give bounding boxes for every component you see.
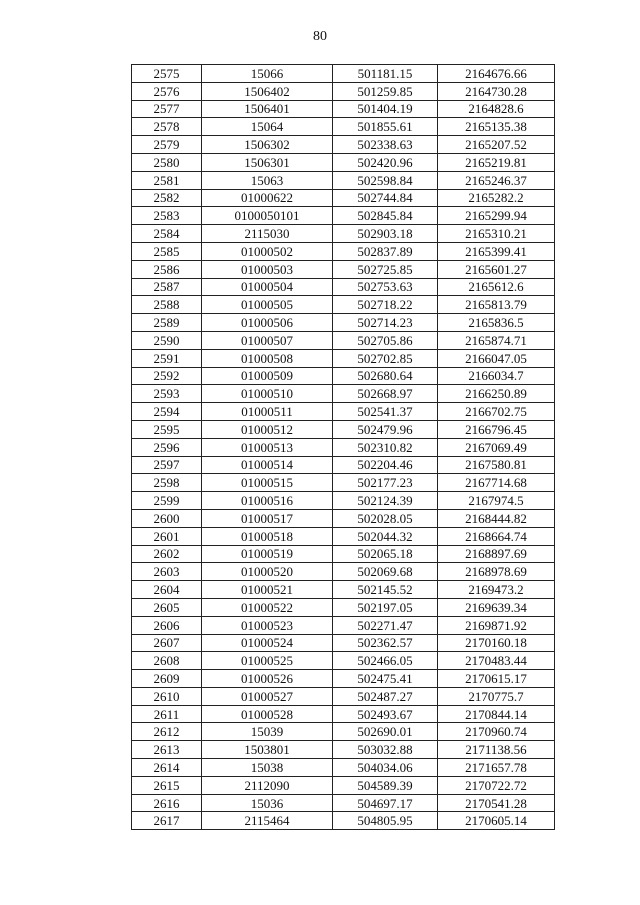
point-number-cell: 2576	[132, 82, 202, 100]
table-row	[132, 331, 555, 349]
table-row	[132, 153, 555, 171]
point-number-cell: 2601	[132, 527, 202, 545]
x-coordinate-cell: 502466.05	[333, 652, 438, 670]
point-code-cell: 1506402	[202, 82, 333, 100]
point-number-cell: 2575	[132, 65, 202, 83]
x-coordinate-cell: 502338.63	[333, 136, 438, 154]
point-number-cell: 2609	[132, 670, 202, 688]
y-coordinate-cell: 2170844.14	[438, 705, 555, 723]
table-row	[132, 794, 555, 812]
point-code-cell: 2115030	[202, 225, 333, 243]
point-code-cell: 01000508	[202, 349, 333, 367]
table-row	[132, 705, 555, 723]
y-coordinate-cell: 2170160.18	[438, 634, 555, 652]
point-number-cell: 2598	[132, 474, 202, 492]
table-row	[132, 527, 555, 545]
y-coordinate-cell: 2165612.6	[438, 278, 555, 296]
point-number-cell: 2580	[132, 153, 202, 171]
point-number-cell: 2606	[132, 616, 202, 634]
x-coordinate-cell: 502690.01	[333, 723, 438, 741]
point-code-cell: 01000505	[202, 296, 333, 314]
x-coordinate-cell: 502744.84	[333, 189, 438, 207]
y-coordinate-cell: 2171657.78	[438, 759, 555, 777]
table-row	[132, 581, 555, 599]
x-coordinate-cell: 502028.05	[333, 509, 438, 527]
point-number-cell: 2595	[132, 420, 202, 438]
point-code-cell: 01000511	[202, 403, 333, 421]
point-code-cell: 15038	[202, 759, 333, 777]
y-coordinate-cell: 2165299.94	[438, 207, 555, 225]
table-row	[132, 634, 555, 652]
table-row	[132, 474, 555, 492]
y-coordinate-cell: 2170722.72	[438, 776, 555, 794]
point-number-cell: 2603	[132, 563, 202, 581]
point-number-cell: 2602	[132, 545, 202, 563]
x-coordinate-cell: 502725.85	[333, 260, 438, 278]
table-row	[132, 314, 555, 332]
x-coordinate-cell: 502420.96	[333, 153, 438, 171]
y-coordinate-cell: 2167069.49	[438, 438, 555, 456]
point-number-cell: 2599	[132, 492, 202, 510]
point-number-cell: 2578	[132, 118, 202, 136]
y-coordinate-cell: 2168444.82	[438, 509, 555, 527]
table-row	[132, 171, 555, 189]
point-number-cell: 2594	[132, 403, 202, 421]
x-coordinate-cell: 502145.52	[333, 581, 438, 599]
table-row	[132, 207, 555, 225]
y-coordinate-cell: 2165246.37	[438, 171, 555, 189]
x-coordinate-cell: 502475.41	[333, 670, 438, 688]
point-number-cell: 2608	[132, 652, 202, 670]
y-coordinate-cell: 2165836.5	[438, 314, 555, 332]
point-code-cell: 01000503	[202, 260, 333, 278]
x-coordinate-cell: 502124.39	[333, 492, 438, 510]
table-row	[132, 616, 555, 634]
x-coordinate-cell: 502271.47	[333, 616, 438, 634]
x-coordinate-cell: 502487.27	[333, 687, 438, 705]
x-coordinate-cell: 502845.84	[333, 207, 438, 225]
point-number-cell: 2615	[132, 776, 202, 794]
point-code-cell: 2115464	[202, 812, 333, 830]
table-row	[132, 492, 555, 510]
point-code-cell: 01000525	[202, 652, 333, 670]
point-code-cell: 01000523	[202, 616, 333, 634]
y-coordinate-cell: 2165219.81	[438, 153, 555, 171]
table-row	[132, 260, 555, 278]
point-number-cell: 2591	[132, 349, 202, 367]
y-coordinate-cell: 2165874.71	[438, 331, 555, 349]
x-coordinate-cell: 501181.15	[333, 65, 438, 83]
y-coordinate-cell: 2170483.44	[438, 652, 555, 670]
page-number: 80	[313, 29, 327, 44]
point-number-cell: 2592	[132, 367, 202, 385]
point-code-cell: 01000527	[202, 687, 333, 705]
point-number-cell: 2597	[132, 456, 202, 474]
y-coordinate-cell: 2170541.28	[438, 794, 555, 812]
point-code-cell: 1506401	[202, 100, 333, 118]
point-code-cell: 1506301	[202, 153, 333, 171]
point-code-cell: 01000507	[202, 331, 333, 349]
y-coordinate-cell: 2164828.6	[438, 100, 555, 118]
point-number-cell: 2583	[132, 207, 202, 225]
point-code-cell: 01000622	[202, 189, 333, 207]
point-number-cell: 2584	[132, 225, 202, 243]
x-coordinate-cell: 502668.97	[333, 385, 438, 403]
y-coordinate-cell: 2167974.5	[438, 492, 555, 510]
x-coordinate-cell: 502541.37	[333, 403, 438, 421]
table-row	[132, 385, 555, 403]
point-number-cell: 2577	[132, 100, 202, 118]
table-row	[132, 741, 555, 759]
point-code-cell: 01000526	[202, 670, 333, 688]
x-coordinate-cell: 501404.19	[333, 100, 438, 118]
point-code-cell: 01000518	[202, 527, 333, 545]
table-row	[132, 509, 555, 527]
x-coordinate-cell: 502197.05	[333, 598, 438, 616]
table-row	[132, 776, 555, 794]
x-coordinate-cell: 502753.63	[333, 278, 438, 296]
point-code-cell: 01000524	[202, 634, 333, 652]
y-coordinate-cell: 2166250.89	[438, 385, 555, 403]
x-coordinate-cell: 504697.17	[333, 794, 438, 812]
point-code-cell: 01000509	[202, 367, 333, 385]
y-coordinate-cell: 2169473.2	[438, 581, 555, 599]
y-coordinate-cell: 2170605.14	[438, 812, 555, 830]
table-row	[132, 189, 555, 207]
y-coordinate-cell: 2165282.2	[438, 189, 555, 207]
point-code-cell: 01000522	[202, 598, 333, 616]
x-coordinate-cell: 501259.85	[333, 82, 438, 100]
point-code-cell: 15036	[202, 794, 333, 812]
x-coordinate-cell: 504589.39	[333, 776, 438, 794]
y-coordinate-cell: 2166034.7	[438, 367, 555, 385]
point-number-cell: 2582	[132, 189, 202, 207]
point-code-cell: 15064	[202, 118, 333, 136]
point-number-cell: 2612	[132, 723, 202, 741]
y-coordinate-cell: 2165135.38	[438, 118, 555, 136]
x-coordinate-cell: 502204.46	[333, 456, 438, 474]
point-number-cell: 2585	[132, 242, 202, 260]
table-row	[132, 652, 555, 670]
y-coordinate-cell: 2166796.45	[438, 420, 555, 438]
table-row	[132, 242, 555, 260]
table-row	[132, 367, 555, 385]
x-coordinate-cell: 502680.64	[333, 367, 438, 385]
point-number-cell: 2613	[132, 741, 202, 759]
point-number-cell: 2590	[132, 331, 202, 349]
x-coordinate-cell: 502177.23	[333, 474, 438, 492]
table-row	[132, 759, 555, 777]
table-row	[132, 456, 555, 474]
table-row	[132, 403, 555, 421]
x-coordinate-cell: 502714.23	[333, 314, 438, 332]
x-coordinate-cell: 502065.18	[333, 545, 438, 563]
point-code-cell: 1506302	[202, 136, 333, 154]
table-row	[132, 670, 555, 688]
y-coordinate-cell: 2167580.81	[438, 456, 555, 474]
x-coordinate-cell: 502362.57	[333, 634, 438, 652]
table-row	[132, 296, 555, 314]
point-number-cell: 2616	[132, 794, 202, 812]
point-code-cell: 01000516	[202, 492, 333, 510]
y-coordinate-cell: 2168664.74	[438, 527, 555, 545]
point-code-cell: 01000504	[202, 278, 333, 296]
table-row	[132, 545, 555, 563]
x-coordinate-cell: 502702.85	[333, 349, 438, 367]
x-coordinate-cell: 501855.61	[333, 118, 438, 136]
point-number-cell: 2596	[132, 438, 202, 456]
table-row	[132, 598, 555, 616]
y-coordinate-cell: 2166702.75	[438, 403, 555, 421]
point-code-cell: 01000528	[202, 705, 333, 723]
point-number-cell: 2604	[132, 581, 202, 599]
point-code-cell: 0100050101	[202, 207, 333, 225]
y-coordinate-cell: 2165399.41	[438, 242, 555, 260]
point-number-cell: 2588	[132, 296, 202, 314]
point-code-cell: 01000514	[202, 456, 333, 474]
x-coordinate-cell: 502837.89	[333, 242, 438, 260]
point-code-cell: 01000521	[202, 581, 333, 599]
point-code-cell: 01000520	[202, 563, 333, 581]
coordinates-table	[131, 64, 555, 830]
point-code-cell: 01000502	[202, 242, 333, 260]
y-coordinate-cell: 2164676.66	[438, 65, 555, 83]
table-row	[132, 65, 555, 83]
table-body	[132, 65, 555, 830]
point-code-cell: 2112090	[202, 776, 333, 794]
point-code-cell: 01000506	[202, 314, 333, 332]
table-row	[132, 100, 555, 118]
point-code-cell: 01000519	[202, 545, 333, 563]
point-number-cell: 2587	[132, 278, 202, 296]
table-row	[132, 278, 555, 296]
y-coordinate-cell: 2168897.69	[438, 545, 555, 563]
x-coordinate-cell: 502598.84	[333, 171, 438, 189]
point-number-cell: 2614	[132, 759, 202, 777]
y-coordinate-cell: 2170615.17	[438, 670, 555, 688]
point-number-cell: 2607	[132, 634, 202, 652]
x-coordinate-cell: 502718.22	[333, 296, 438, 314]
table-row	[132, 82, 555, 100]
table-row	[132, 723, 555, 741]
point-code-cell: 01000515	[202, 474, 333, 492]
y-coordinate-cell: 2165310.21	[438, 225, 555, 243]
y-coordinate-cell: 2169639.34	[438, 598, 555, 616]
point-code-cell: 15066	[202, 65, 333, 83]
point-code-cell: 01000513	[202, 438, 333, 456]
table-row	[132, 118, 555, 136]
point-code-cell: 15039	[202, 723, 333, 741]
x-coordinate-cell: 502705.86	[333, 331, 438, 349]
y-coordinate-cell: 2168978.69	[438, 563, 555, 581]
y-coordinate-cell: 2170960.74	[438, 723, 555, 741]
table-row	[132, 563, 555, 581]
x-coordinate-cell: 504805.95	[333, 812, 438, 830]
y-coordinate-cell: 2169871.92	[438, 616, 555, 634]
y-coordinate-cell: 2164730.28	[438, 82, 555, 100]
x-coordinate-cell: 502069.68	[333, 563, 438, 581]
table-row	[132, 136, 555, 154]
point-number-cell: 2617	[132, 812, 202, 830]
y-coordinate-cell: 2171138.56	[438, 741, 555, 759]
y-coordinate-cell: 2165813.79	[438, 296, 555, 314]
x-coordinate-cell: 503032.88	[333, 741, 438, 759]
point-number-cell: 2593	[132, 385, 202, 403]
table-row	[132, 225, 555, 243]
point-number-cell: 2581	[132, 171, 202, 189]
point-code-cell: 01000512	[202, 420, 333, 438]
x-coordinate-cell: 502493.67	[333, 705, 438, 723]
point-number-cell: 2600	[132, 509, 202, 527]
point-code-cell: 01000510	[202, 385, 333, 403]
y-coordinate-cell: 2167714.68	[438, 474, 555, 492]
point-number-cell: 2605	[132, 598, 202, 616]
point-number-cell: 2579	[132, 136, 202, 154]
y-coordinate-cell: 2170775.7	[438, 687, 555, 705]
point-number-cell: 2586	[132, 260, 202, 278]
y-coordinate-cell: 2166047.05	[438, 349, 555, 367]
point-number-cell: 2610	[132, 687, 202, 705]
table-row	[132, 420, 555, 438]
x-coordinate-cell: 502310.82	[333, 438, 438, 456]
x-coordinate-cell: 502479.96	[333, 420, 438, 438]
x-coordinate-cell: 502044.32	[333, 527, 438, 545]
table-row	[132, 349, 555, 367]
point-code-cell: 1503801	[202, 741, 333, 759]
point-number-cell: 2611	[132, 705, 202, 723]
table-row	[132, 812, 555, 830]
x-coordinate-cell: 502903.18	[333, 225, 438, 243]
x-coordinate-cell: 504034.06	[333, 759, 438, 777]
table-row	[132, 438, 555, 456]
point-number-cell: 2589	[132, 314, 202, 332]
point-code-cell: 15063	[202, 171, 333, 189]
table-row	[132, 687, 555, 705]
point-code-cell: 01000517	[202, 509, 333, 527]
y-coordinate-cell: 2165601.27	[438, 260, 555, 278]
y-coordinate-cell: 2165207.52	[438, 136, 555, 154]
